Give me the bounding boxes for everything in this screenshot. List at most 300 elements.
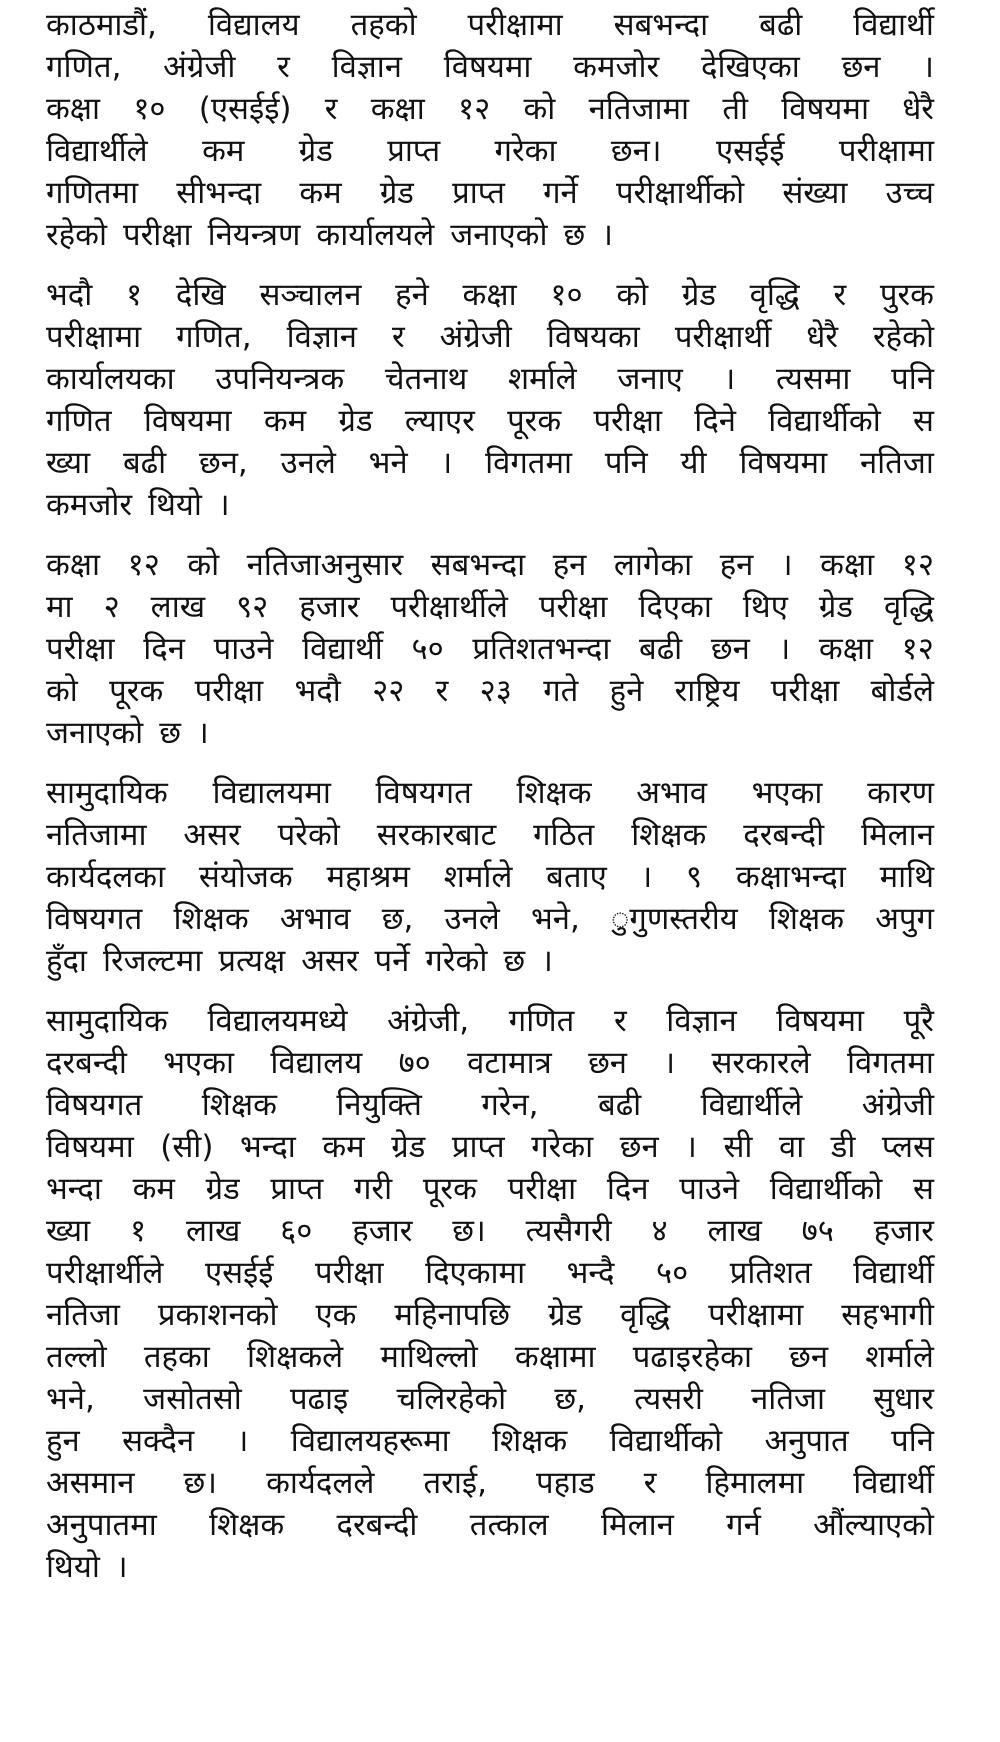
paragraph (46, 1000, 934, 1588)
word: दिएकामा (425, 1255, 526, 1291)
text-line (46, 586, 934, 628)
word: । (217, 487, 230, 523)
word: छन (619, 1129, 659, 1165)
word: ती (722, 91, 749, 127)
word: थियो (46, 1549, 100, 1585)
word: र (613, 1003, 627, 1039)
word: परीक्षामा (708, 1297, 804, 1333)
word: बढी (122, 445, 167, 481)
word: ९ (686, 859, 703, 895)
word: विद्यालयमा (212, 775, 331, 811)
word: । (685, 1129, 697, 1165)
word: छ। (183, 1465, 217, 1501)
word: धेरै (806, 319, 838, 355)
word: बढी (639, 631, 683, 667)
word: परीक्षा (194, 673, 264, 709)
word: अनुपात (764, 1423, 849, 1459)
word: गरेका (531, 1129, 594, 1165)
word: विषयमा (781, 91, 869, 127)
word: सञ्चालन (259, 277, 362, 313)
word: महिनापछि (394, 1297, 511, 1333)
word: लाख (185, 1213, 241, 1249)
text-line (46, 1042, 934, 1084)
word: असमान (46, 1465, 135, 1501)
word: छन (841, 49, 881, 85)
word: ग्रेड (391, 1129, 426, 1165)
text-line (46, 1336, 934, 1378)
word: परीक्षार्थीको (615, 175, 745, 211)
word: गरेका (494, 133, 557, 169)
word: कमजोर (573, 49, 660, 85)
word: परीक्षा (507, 1171, 577, 1207)
word: उपनियन्त्रक (215, 361, 345, 397)
word: अंग्रेजी (439, 319, 512, 355)
word: पूरक (422, 1171, 477, 1207)
word: ४ (651, 1213, 668, 1249)
word: हुन (46, 1423, 80, 1459)
word: भन्दा (239, 1129, 296, 1165)
word: ७० (398, 1045, 431, 1081)
word: छन, (199, 445, 248, 481)
word: ख्या (46, 1213, 91, 1249)
text-line (46, 1210, 934, 1252)
text-line (46, 358, 934, 400)
word: देखि (175, 277, 226, 313)
word: प्रत्यक्ष (218, 943, 286, 979)
word: त्यसैगरी (525, 1213, 612, 1249)
word: पूरक (109, 673, 164, 709)
word: गरी (353, 1171, 393, 1207)
word: ५० (411, 631, 444, 667)
paragraph (46, 772, 934, 982)
word: कक्षा (818, 631, 873, 667)
word: हुने (609, 673, 644, 709)
word: परीक्षामा (467, 7, 563, 43)
word: शिक्षक (768, 901, 845, 937)
word: गठित (533, 817, 595, 853)
text-line (46, 1252, 934, 1294)
word: गणित (46, 403, 112, 439)
text-line (46, 274, 934, 316)
word: छ (563, 217, 586, 253)
word: परीक्षा (538, 589, 608, 625)
word: प्लस (881, 1129, 934, 1165)
word: कम (263, 403, 307, 439)
word: विषयमा (443, 49, 532, 85)
word: र (277, 49, 290, 85)
word: को (46, 673, 78, 709)
word: भदौ (46, 277, 93, 313)
word: परेको (277, 817, 340, 853)
word: परीक्षा (314, 1255, 384, 1291)
word: पनि (891, 1423, 934, 1459)
word: प्राप्त (451, 1129, 505, 1165)
word: ग्रेड (548, 1297, 583, 1333)
word: शिक्षक (209, 1507, 285, 1543)
word: पनि (891, 361, 934, 397)
text-line (46, 940, 934, 982)
text-line (46, 316, 934, 358)
word: एसईई (715, 133, 785, 169)
word: कक्षा (46, 547, 101, 583)
word: कक्षा (462, 277, 517, 313)
word: को (523, 91, 556, 127)
word: बढी (598, 1087, 642, 1123)
word: दरबन्दी (743, 817, 825, 853)
word: एसईई (204, 1255, 274, 1291)
text-line (46, 628, 934, 670)
word: प्रकाशनको (157, 1297, 278, 1333)
text-line (46, 670, 934, 712)
word: र (324, 91, 338, 127)
word: विगतमा (846, 1045, 934, 1081)
word: मिलान (601, 1507, 674, 1543)
word: कक्षा (370, 91, 425, 127)
word: सामुदायिक (46, 1003, 168, 1039)
word: परीक्षार्थीले (390, 589, 508, 625)
word: विद्यार्थीको (609, 1423, 723, 1459)
word: सी (723, 1129, 753, 1165)
word: रहेको (873, 319, 934, 355)
word: चेतनाथ (384, 361, 468, 397)
word: भने, (46, 1381, 95, 1417)
word: नतिजामा (588, 91, 690, 127)
word: कार्यालयले (316, 217, 435, 253)
word: भने (368, 445, 408, 481)
word: तल्लो (46, 1339, 107, 1375)
word: विषयमा (46, 1129, 134, 1165)
word: विद्यालयहरूमा (290, 1423, 450, 1459)
word: परीक्षार्थी (674, 319, 772, 355)
text-line (46, 1294, 934, 1336)
word: डी (830, 1129, 856, 1165)
word: १ (129, 1213, 147, 1249)
word: हन (552, 547, 587, 583)
word: वटामात्र (467, 1045, 552, 1081)
word: असर (183, 817, 241, 853)
word: विद्यार्थी (853, 7, 934, 43)
word: नियन्त्रण (207, 217, 301, 253)
word: विद्यार्थी (853, 1255, 934, 1291)
word: । (115, 1549, 128, 1585)
word: बताए (546, 859, 607, 895)
word: हन (719, 547, 754, 583)
word: विषयमा (776, 1003, 865, 1039)
text-line (46, 1420, 934, 1462)
word: विद्यालयमध्ये (207, 1003, 348, 1039)
word: । (236, 1423, 249, 1459)
paragraph (46, 544, 934, 754)
word: वा (778, 1129, 805, 1165)
word: छन। (610, 133, 662, 169)
word: शिक्षक (631, 817, 707, 853)
word: हुँदा (46, 943, 87, 979)
word: विज्ञान (666, 1003, 737, 1039)
word: छ, (554, 1381, 587, 1417)
word: पहाड (536, 1465, 595, 1501)
word: (सी) (160, 1129, 214, 1165)
word: । (663, 1045, 676, 1081)
word: को (187, 547, 220, 583)
word: नतिजाअनुसार (246, 547, 404, 583)
word: शिक्षक (516, 775, 592, 811)
word: शिक्षक (173, 901, 249, 937)
word: तराई, (423, 1465, 487, 1501)
word: छ (503, 943, 526, 979)
word: विद्यार्थीको (769, 1171, 883, 1207)
word: छ। (452, 1213, 486, 1249)
word: रिजल्टमा (102, 943, 203, 979)
word: कम (132, 1171, 175, 1207)
word: विद्यार्थीले (46, 133, 148, 169)
word: माथिल्लो (380, 1339, 478, 1375)
word: वृद्धि (620, 1297, 671, 1333)
word: विषयमा (739, 445, 828, 481)
word: ग्रेड (818, 589, 853, 625)
text-line (46, 1378, 934, 1420)
word: शिक्षक (201, 1087, 277, 1123)
word: गर्ने (543, 175, 578, 211)
word: भदौ (294, 673, 341, 709)
word: विषयमा (143, 403, 232, 439)
word: । (440, 445, 453, 481)
word: कार्यदलले (266, 1465, 375, 1501)
word: ख्या (46, 445, 91, 481)
word: उच्च (885, 175, 934, 211)
word: असर (301, 943, 359, 979)
word: दिन (143, 631, 185, 667)
word: हने (395, 277, 429, 313)
word: दिन (606, 1171, 649, 1207)
word: लागेका (613, 547, 693, 583)
word: पढाइरहेका (632, 1339, 752, 1375)
word: र (643, 1465, 657, 1501)
word: परीक्षामा (46, 319, 142, 355)
word: १२ (127, 547, 160, 583)
word: गरेको (425, 943, 488, 979)
word: प्राप्त (387, 133, 441, 169)
word: दिएका (638, 589, 712, 625)
word: हजार (873, 1213, 934, 1249)
word: संयोजक (198, 859, 293, 895)
word: तहको (350, 7, 417, 43)
word: कम (202, 133, 245, 169)
word: गणितमा (46, 175, 139, 211)
word: ५० (655, 1255, 689, 1291)
word: भएका (163, 1045, 235, 1081)
word: । (640, 859, 653, 895)
word: कार्यालयका (46, 361, 175, 397)
word: संख्या (782, 175, 848, 211)
word: उनले (444, 901, 500, 937)
word: विषयगत (375, 775, 472, 811)
text-line (46, 856, 934, 898)
word: कम (299, 175, 342, 211)
word: सबभन्दा (613, 7, 709, 43)
word: कक्षाभन्दा (735, 859, 846, 895)
text-line (46, 898, 934, 940)
text-line (46, 1084, 934, 1126)
word: देखिएका (700, 49, 800, 85)
word: शर्माले (865, 1339, 934, 1375)
word: गणित, (46, 49, 122, 85)
word: प्राप्त (270, 1171, 324, 1207)
word: परीक्षा (46, 631, 115, 667)
word: कम (322, 1129, 365, 1165)
word: माथि (879, 859, 934, 895)
word: सुधार (873, 1381, 934, 1417)
text-line (46, 1462, 934, 1504)
word: एक (315, 1297, 357, 1333)
word: १० (133, 91, 166, 127)
word: २३ (479, 673, 512, 709)
paragraph (46, 274, 934, 526)
word: । (196, 715, 209, 751)
word: ग्रेड (298, 133, 333, 169)
word: प्रतिशतभन्दा (472, 631, 611, 667)
word: अंग्रेजी (861, 1087, 934, 1123)
word: त्यसमा (775, 361, 851, 397)
word: भन्दै (566, 1255, 615, 1291)
word: । (541, 943, 553, 979)
word: रहेको (46, 217, 107, 253)
word: । (601, 217, 613, 253)
word: दिने (694, 403, 736, 439)
word: अंग्रेजी (163, 49, 236, 85)
text-line (46, 214, 934, 256)
word: सीभन्दा (176, 175, 262, 211)
word: विद्यार्थी (853, 1465, 934, 1501)
word: छन (588, 1045, 628, 1081)
text-line (46, 1168, 934, 1210)
word: जनाएको (46, 715, 144, 751)
word: पाउने (213, 631, 274, 667)
word: विज्ञान (331, 49, 402, 85)
word: र (435, 673, 449, 709)
word: पाउने (679, 1171, 740, 1207)
word: पुरक (879, 277, 934, 313)
word: विद्यालय (207, 7, 300, 43)
word: र (391, 319, 405, 355)
word: दरबन्दी (46, 1045, 127, 1081)
word: विषयगत (46, 901, 143, 937)
word: ल्याएर (404, 403, 475, 439)
word: वृद्धि (749, 277, 800, 313)
word: गरेन, (481, 1087, 539, 1123)
word: । (922, 49, 934, 85)
text-line (46, 172, 934, 214)
word: ६० (280, 1213, 313, 1249)
word: ७५ (801, 1213, 834, 1249)
text-line (46, 400, 934, 442)
word: कक्षा (46, 91, 101, 127)
word: को (616, 277, 649, 313)
word: (एसईई) (198, 91, 292, 127)
word: १२ (458, 91, 491, 127)
word: परीक्षा (122, 217, 192, 253)
word: १ (126, 277, 143, 313)
word: स (912, 1171, 934, 1207)
word: पढाइ (289, 1381, 349, 1417)
word: कमजोर (46, 487, 133, 523)
word: विषयका (546, 319, 640, 355)
word: राष्ट्रिय (674, 673, 740, 709)
text-line (46, 1000, 934, 1042)
word: चलिरहेको (396, 1381, 507, 1417)
text-line (46, 1504, 934, 1546)
paragraph (46, 4, 934, 256)
word: विषयगत (46, 1087, 143, 1123)
word: हिमालमा (705, 1465, 805, 1501)
word: शिक्षक (492, 1423, 568, 1459)
word: तहका (143, 1339, 210, 1375)
word: औंल्याएको (813, 1507, 934, 1543)
word: यी (680, 445, 707, 481)
word: १२ (901, 631, 934, 667)
text-line (46, 4, 934, 46)
word: उनले (280, 445, 336, 481)
word: नतिजा (46, 1297, 120, 1333)
word: धेरै (902, 91, 934, 127)
word: विगतमा (485, 445, 573, 481)
word: प्राप्त (452, 175, 505, 211)
word: शिक्षकले (246, 1339, 344, 1375)
word: भन्दा (46, 1171, 102, 1207)
word: महाश्रम (326, 859, 410, 895)
word: लाख (707, 1213, 762, 1249)
word: लाख (150, 589, 206, 625)
word: गणित, (176, 319, 252, 355)
word: थियो (148, 487, 202, 523)
word: सबभन्दा (430, 547, 526, 583)
word: अभाव (279, 901, 351, 937)
word: सरकारले (711, 1045, 811, 1081)
word: कार्यदलका (46, 859, 166, 895)
word: थिए (742, 589, 788, 625)
word: । (778, 631, 791, 667)
text-line (46, 484, 934, 526)
word: ग्रेड (205, 1171, 240, 1207)
word: काठमाडौं, (46, 7, 157, 43)
word: कारण (867, 775, 934, 811)
word: १२ (901, 547, 934, 583)
word: छन (710, 631, 750, 667)
word: ुगुणस्तरीय (611, 901, 738, 937)
word: मा (46, 589, 73, 625)
word: ग्रेड (379, 175, 414, 211)
word: भने, (530, 901, 580, 937)
text-line (46, 1546, 934, 1588)
word: नतिजा (859, 445, 934, 481)
word: र (833, 277, 847, 313)
word: जनाए (617, 361, 683, 397)
word: छन (789, 1339, 829, 1375)
text-line (46, 814, 934, 856)
word: दरबन्दी (336, 1507, 418, 1543)
word: बढी (759, 7, 803, 43)
word: कक्षामा (514, 1339, 596, 1375)
word: स (913, 403, 934, 439)
text-line (46, 130, 934, 172)
word: गणित (508, 1003, 575, 1039)
word: छ (159, 715, 181, 751)
word: तत्काल (469, 1507, 549, 1543)
word: त्यसरी (634, 1381, 703, 1417)
word: अंग्रेजी, (387, 1003, 470, 1039)
text-line (46, 88, 934, 130)
word: नियुक्ति (336, 1087, 422, 1123)
word: विद्यार्थीको (768, 403, 881, 439)
